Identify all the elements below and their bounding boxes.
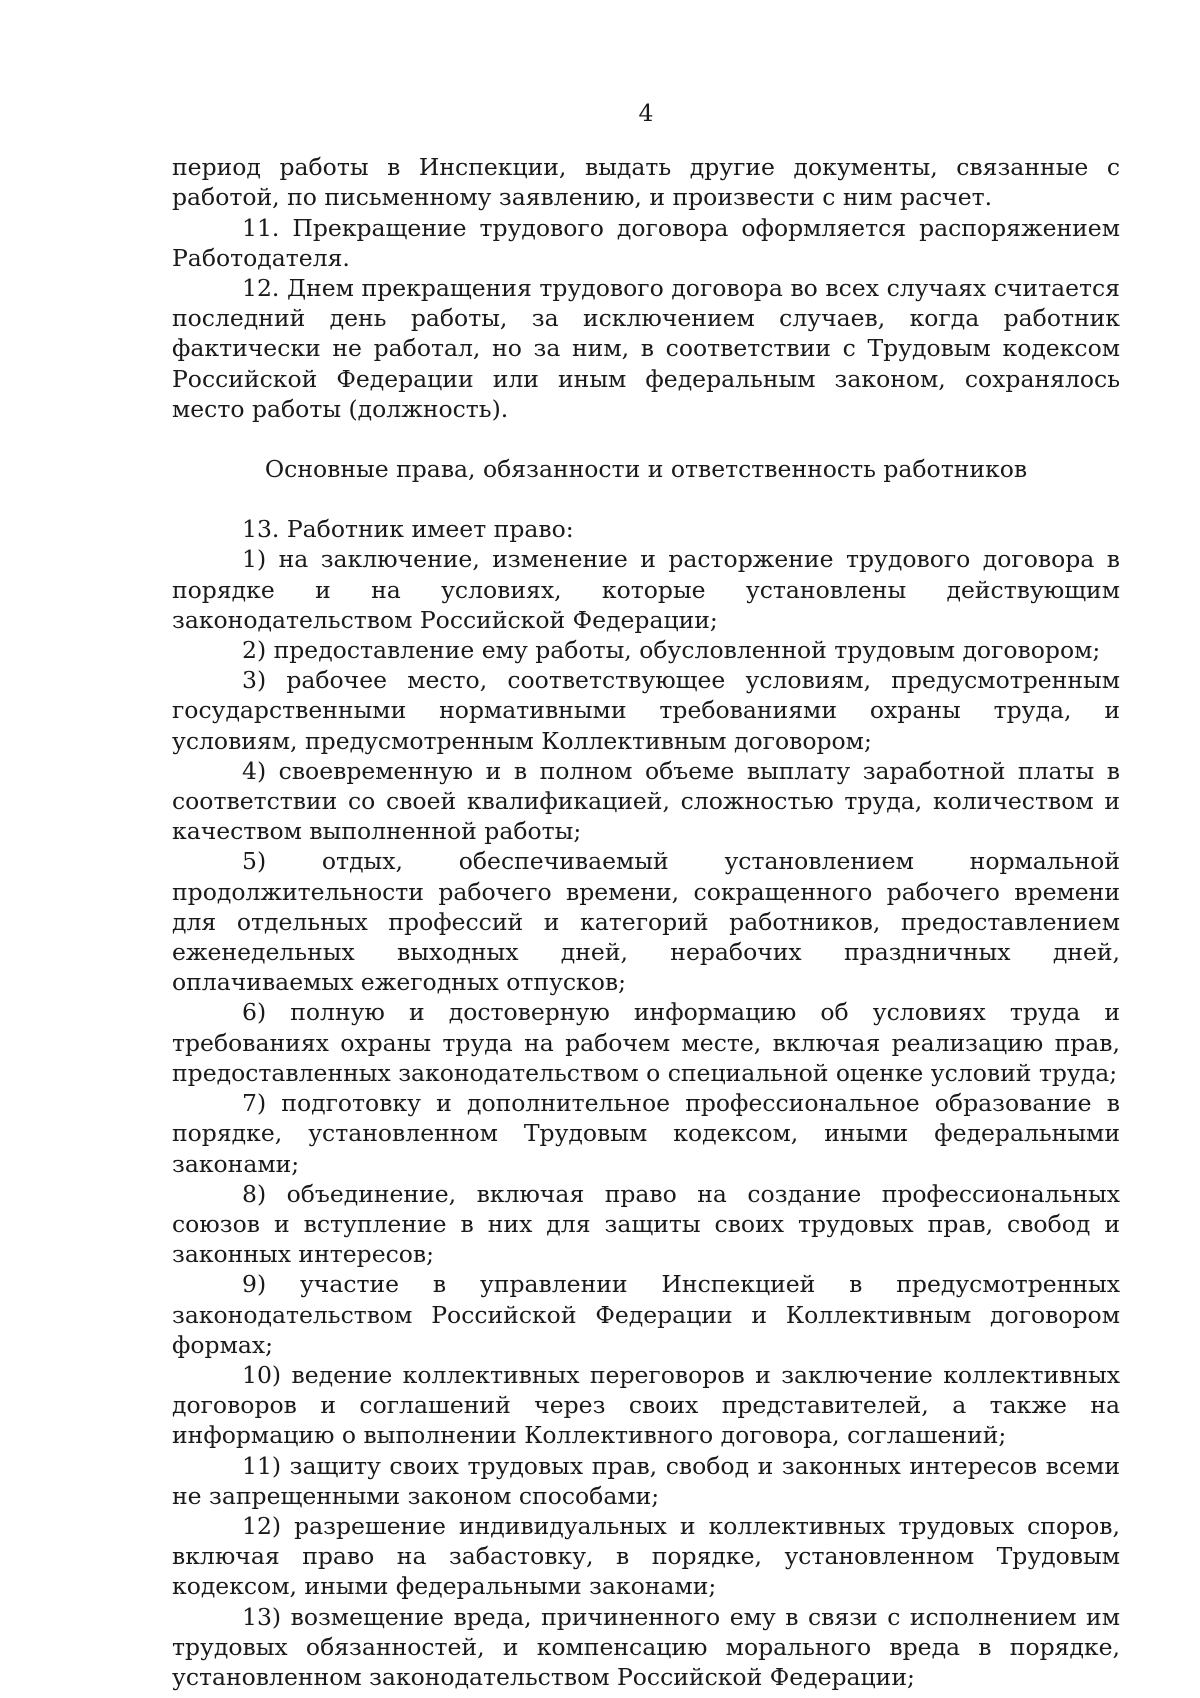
- paragraph: 7) подготовку и дополнительное профессиональное образование в порядке, установленном Трудовым кодексом, иными федеральными законами;: [172, 1089, 1120, 1178]
- document-page: [172, 98, 1120, 1692]
- paragraphs-before: [172, 152, 1120, 424]
- paragraph: 4) своевременную и в полном объеме выплату заработной платы в соответствии со своей квалификацией, сложностью труда, количеством и качеством выполненной работы;: [172, 756, 1120, 846]
- paragraph: 10) ведение коллективных переговоров и заключение коллективных договоров и соглашений через своих представителей, а также на информацию о выполнении Коллективного договора, соглашений;: [172, 1360, 1120, 1450]
- paragraph: 9) участие в управлении Инспекцией в предусмотренных законодательством Российской Федерации и Коллективным договором формах;: [172, 1270, 1120, 1359]
- paragraph: период работы в Инспекции, выдать другие документы, связанные с работой, по письменному заявлению, и произвести с ним расчет.: [172, 153, 1120, 212]
- paragraph: 2) предоставление ему работы, обусловленной трудовым договором;: [242, 636, 1101, 665]
- paragraph: 11) защиту своих трудовых прав, свобод и законных интересов всеми не запрещенными законом способами;: [172, 1451, 1120, 1510]
- paragraph: 13. Работник имеет право:: [242, 515, 574, 544]
- section-title: Основные права, обязанности и ответственность работников: [264, 455, 1028, 484]
- paragraph: 3) рабочее место, соответствующее условиям, предусмотренным государственными нормативными требованиями охраны труда, и условиям, предусмотренным Коллективным договором;: [172, 666, 1120, 755]
- paragraph: 5) отдых, обеспечиваемый установлением нормальной продолжительности рабочего времени, сокращенного рабочего времени для отдельных профессий и категорий работников, предоставлением еженедельных выходных дней, нерабочих праздничных дней, оплачиваемых ежегодных отпусков;: [172, 847, 1120, 997]
- paragraph: 13) возмещение вреда, причиненного ему в связи с исполнением им трудовых обязанностей, и компенсацию морального вреда в порядке, установленном законодательством Российской Федерации;: [172, 1602, 1120, 1691]
- paragraph: 11. Прекращение трудового договора оформляется распоряжением Работодателя.: [172, 213, 1120, 272]
- page-number: 4: [638, 99, 654, 127]
- paragraph: 1) на заключение, изменение и расторжение трудового договора в порядке и на условиях, которые установлены действующим законодательством Российской Федерации;: [172, 545, 1120, 634]
- paragraph: 8) объединение, включая право на создание профессиональных союзов и вступление в них для защиты своих трудовых прав, свобод и законных интересов;: [172, 1179, 1120, 1269]
- paragraph: 12. Днем прекращения трудового договора во всех случаях считается последний день работы, за исключением случаев, когда работник фактически не работал, но за ним, в соответствии с Трудовым кодексом Российской Федерации или иным федеральным законом, сохранялось место работы (должность).: [172, 274, 1120, 423]
- paragraphs-after: [172, 514, 1120, 1692]
- paragraph: 12) разрешение индивидуальных и коллективных трудовых споров, включая право на забастовку, в порядке, установленном Трудовым кодексом, иными федеральными законами;: [172, 1511, 1120, 1601]
- paragraph: 6) полную и достоверную информацию об условиях труда и требованиях охраны труда на рабочем месте, включая реализацию прав, предоставленных законодательством о специальной оценке условий труда;: [172, 998, 1120, 1087]
